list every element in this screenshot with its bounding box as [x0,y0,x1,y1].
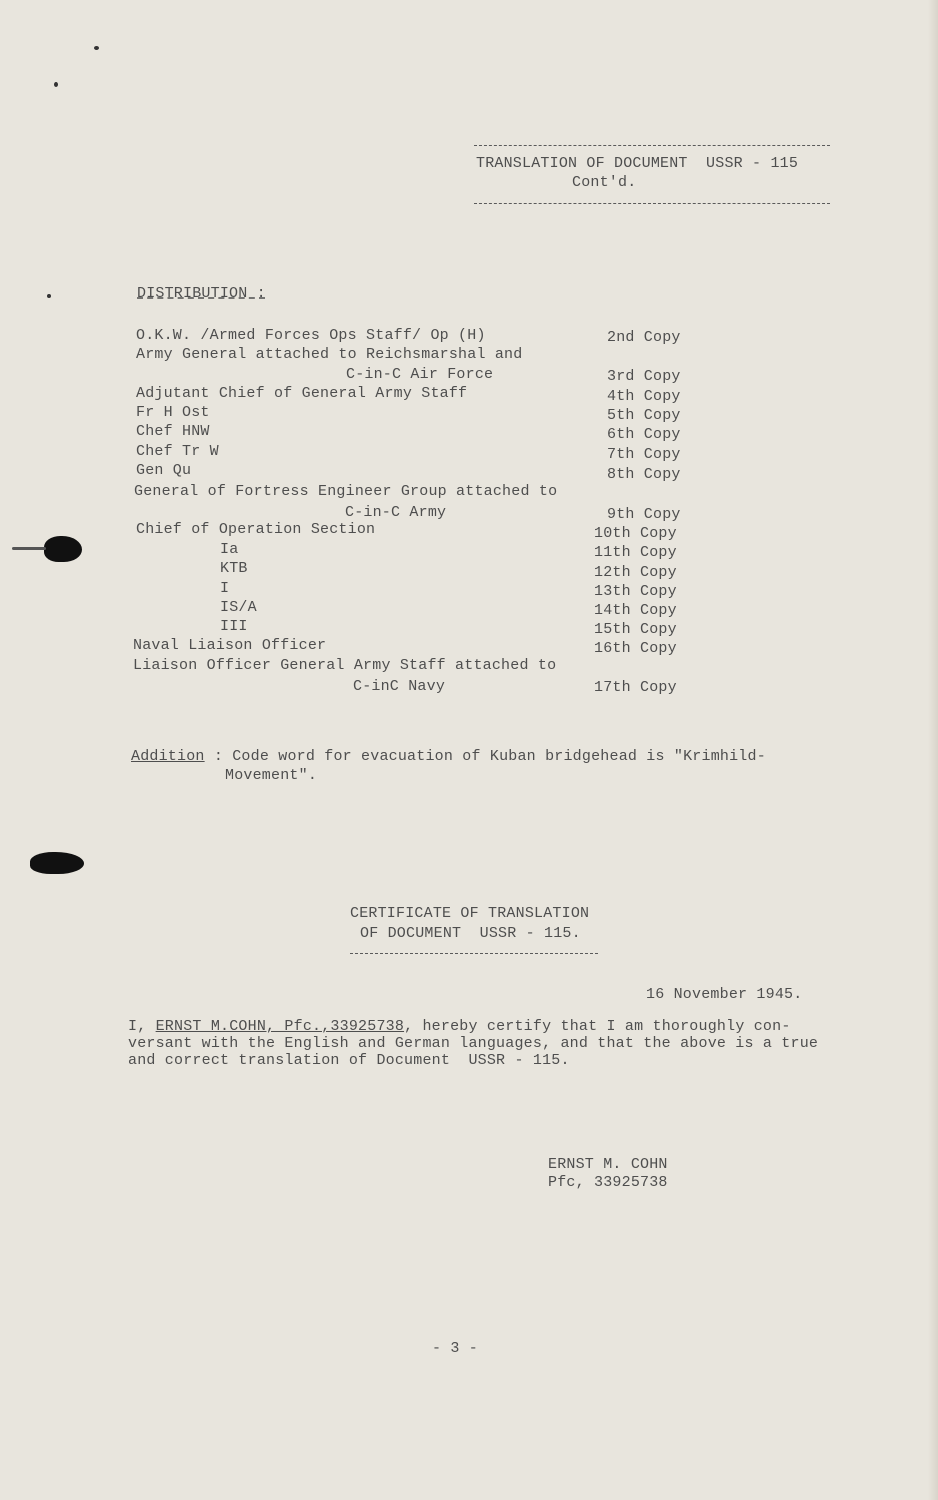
distribution-copy: 2nd Copy [607,329,681,346]
ink-blot [44,536,82,562]
distribution-recipient: O.K.W. /Armed Forces Ops Staff/ Op (H) [136,327,486,344]
scan-speck [47,294,51,298]
signature-name: ERNST M. COHN [548,1156,668,1173]
distribution-copy: 3rd Copy [607,368,681,385]
distribution-recipient: Fr H Ost [136,404,210,421]
body-prefix: I, [128,1018,156,1035]
distribution-recipient: C-inC Navy [353,678,446,695]
header-bottom-rule [474,203,830,204]
addition-note [131,748,766,765]
distribution-recipient: Chief of Operation Section [136,521,376,538]
addition-label: Addition [131,748,205,765]
body-line1-rest: , hereby certify that I am thoroughly con- [404,1018,791,1035]
signature-id: Pfc, 33925738 [548,1174,668,1191]
distribution-copy: 9th Copy [607,506,681,523]
distribution-copy: 6th Copy [607,426,681,443]
distribution-label: DISTRIBUTION : [137,285,266,302]
distribution-recipient: III [220,618,248,635]
distribution-copy: 13th Copy [594,583,677,600]
distribution-copy: 5th Copy [607,407,681,424]
distribution-recipient: Gen Qu [136,462,192,479]
distribution-copy: 8th Copy [607,466,681,483]
certificate-subtitle: OF DOCUMENT USSR - 115. [360,925,581,942]
distribution-recipient: IS/A [220,599,257,616]
distribution-copy: 12th Copy [594,564,677,581]
distribution-recipient: I [220,580,230,597]
distribution-copy: 17th Copy [594,679,677,696]
scan-speck [94,46,99,50]
distribution-recipient: Liaison Officer General Army Staff attached to [133,657,557,674]
distribution-copy: 4th Copy [607,388,681,405]
distribution-copy: 7th Copy [607,446,681,463]
certificate-date: 16 November 1945. [646,986,803,1003]
page-number: - 3 - [432,1340,479,1357]
ink-blot [12,547,46,550]
header-subtitle: Cont'd. [572,174,637,191]
distribution-copy: 10th Copy [594,525,677,542]
translator-name: ERNST M.COHN, Pfc.,33925738 [155,1018,405,1035]
distribution-recipient: Adjutant Chief of General Army Staff [136,385,468,402]
addition-continuation: Movement". [225,767,318,784]
distribution-recipient: Chef HNW [136,423,210,440]
scan-speck [54,82,58,87]
paper-edge [928,0,938,1500]
distribution-recipient: C-in-C Army [345,504,447,521]
distribution-recipient: Naval Liaison Officer [133,637,327,654]
distribution-recipient: KTB [220,560,248,577]
distribution-recipient: Army General attached to Reichsmarshal and [136,346,523,363]
header-title: TRANSLATION OF DOCUMENT USSR - 115 [476,155,799,172]
addition-text: : Code word for evacuation of Kuban bridgehead is "Krimhild- [204,748,766,765]
body-line3: and correct translation of Document USSR - 115. [128,1052,570,1069]
distribution-recipient: Ia [220,541,239,558]
distribution-copy: 16th Copy [594,640,677,657]
ink-blot [30,852,84,874]
document-header [474,145,832,191]
distribution-copy: 15th Copy [594,621,677,638]
header-top-rule [474,145,830,146]
distribution-recipient: General of Fortress Engineer Group attached to [134,483,558,500]
distribution-recipient: C-in-C Air Force [346,366,494,383]
distribution-copy: 11th Copy [594,544,677,561]
certificate-title: CERTIFICATE OF TRANSLATION [350,905,590,922]
distribution-copy: 14th Copy [594,602,677,619]
certificate-rule [350,953,598,954]
body-line2: versant with the English and German languages, and that the above is a true [128,1035,819,1052]
distribution-recipient: Chef Tr W [136,443,219,460]
certificate-body [128,1018,818,1069]
